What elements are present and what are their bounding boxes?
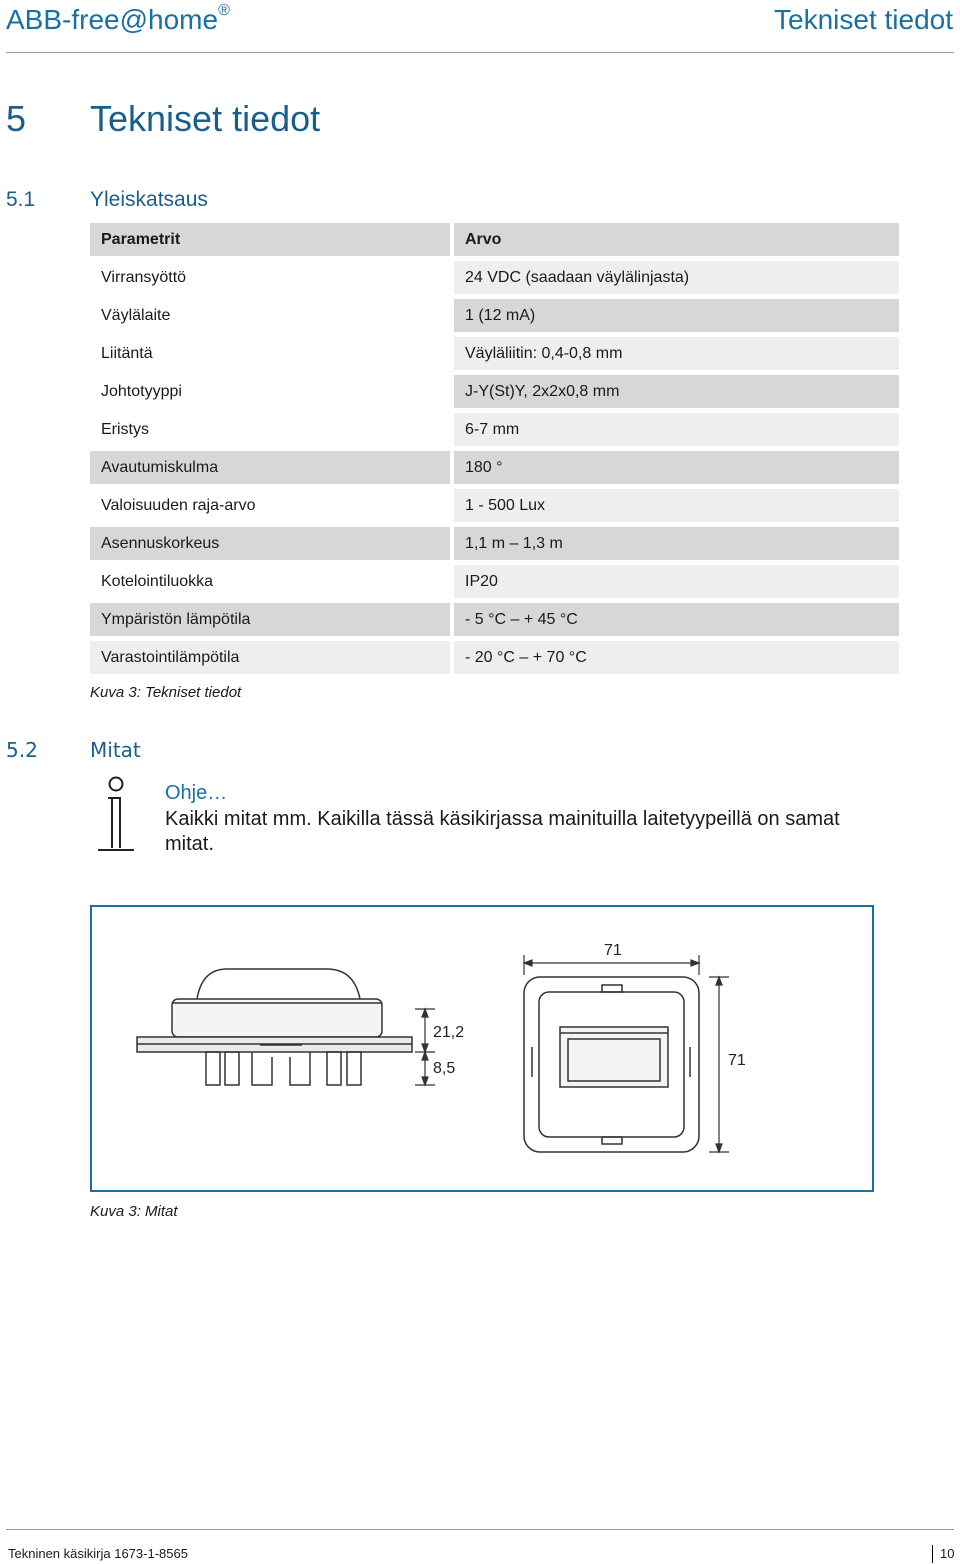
section-heading-overview xyxy=(6,188,208,212)
table-cell-value: IP20 xyxy=(454,565,899,598)
dimension-drawing xyxy=(92,907,876,1194)
note-title: Ohje… xyxy=(165,782,228,804)
table-row xyxy=(90,299,899,332)
table-row xyxy=(90,337,899,370)
footer-divider xyxy=(6,1529,954,1530)
table-row xyxy=(90,451,899,484)
chapter-heading xyxy=(6,98,320,140)
table-cell-param: Kotelointiluokka xyxy=(90,565,450,598)
table-row xyxy=(90,527,899,560)
table-row xyxy=(90,261,899,294)
note-text: Kaikki mitat mm. Kaikilla tässä käsikirjassa mainituilla laitetyypeillä on samat mitat. xyxy=(165,808,840,855)
table-row xyxy=(90,565,899,598)
height-label: 71 xyxy=(728,1052,746,1069)
table-row xyxy=(90,603,899,636)
header-section-title: Tekniset tiedot xyxy=(774,4,953,35)
table-cell-param: Varastointilämpötila xyxy=(90,641,450,674)
table-header-row xyxy=(90,223,899,256)
section-title: Yleiskatsaus xyxy=(90,188,208,211)
depth-top-label: 21,2 xyxy=(433,1024,465,1041)
table-cell-param: Liitäntä xyxy=(90,337,450,370)
info-i-icon xyxy=(96,776,136,854)
table-row xyxy=(90,489,899,522)
registered-mark: ® xyxy=(218,1,230,19)
table-cell-param: Avautumiskulma xyxy=(90,451,450,484)
spec-table xyxy=(90,223,899,677)
table-cell-value: - 20 °C – + 70 °C xyxy=(454,641,899,674)
table-header-cell: Arvo xyxy=(454,223,899,256)
table-cell-value: J-Y(St)Y, 2x2x0,8 mm xyxy=(454,375,899,408)
table-cell-value: 1 - 500 Lux xyxy=(454,489,899,522)
table-row xyxy=(90,641,899,674)
header-divider xyxy=(6,52,954,53)
height-dimension xyxy=(709,977,729,1152)
depth-dimension xyxy=(415,1009,435,1085)
section-heading-dimensions xyxy=(6,738,141,762)
table-cell-value: 24 VDC (saadaan väylälinjasta) xyxy=(454,261,899,294)
footer-separator xyxy=(932,1545,933,1563)
table-cell-param: Ympäristön lämpötila xyxy=(90,603,450,636)
table-cell-value: 1,1 m – 1,3 m xyxy=(454,527,899,560)
table-header-cell: Parametrit xyxy=(90,223,450,256)
table-cell-param: Asennuskorkeus xyxy=(90,527,450,560)
section-number: 5.1 xyxy=(6,188,36,211)
table-cell-value: - 5 °C – + 45 °C xyxy=(454,603,899,636)
table-cell-param: Eristys xyxy=(90,413,450,446)
table-cell-value: Väyläliitin: 0,4-0,8 mm xyxy=(454,337,899,370)
front-view-drawing xyxy=(524,977,699,1152)
side-view-drawing xyxy=(137,969,412,1085)
brand-name: ABB-free@home® xyxy=(6,1,230,35)
table-row xyxy=(90,375,899,408)
table-cell-value: 180 ° xyxy=(454,451,899,484)
table-cell-value: 1 (12 mA) xyxy=(454,299,899,332)
figure-caption: Kuva 3: Mitat xyxy=(90,1203,178,1220)
section-number: 5.2 xyxy=(6,738,38,762)
footer-manual-title: Tekninen käsikirja 1673-1-8565 xyxy=(8,1546,188,1561)
chapter-number: 5 xyxy=(6,98,27,139)
table-cell-param: Virransyöttö xyxy=(90,261,450,294)
dimensions-figure xyxy=(90,905,874,1192)
table-cell-param: Johtotyyppi xyxy=(90,375,450,408)
depth-bottom-label: 8,5 xyxy=(433,1060,456,1077)
table-cell-value: 6-7 mm xyxy=(454,413,899,446)
page-number: 10 xyxy=(940,1546,955,1561)
width-label: 71 xyxy=(604,942,622,959)
table-cell-param: Väylälaite xyxy=(90,299,450,332)
chapter-title: Tekniset tiedot xyxy=(90,98,321,139)
section-title: Mitat xyxy=(90,738,141,762)
table-cell-param: Valoisuuden raja-arvo xyxy=(90,489,450,522)
table-caption: Kuva 3: Tekniset tiedot xyxy=(90,684,242,701)
table-row xyxy=(90,413,899,446)
page-header xyxy=(0,0,960,54)
